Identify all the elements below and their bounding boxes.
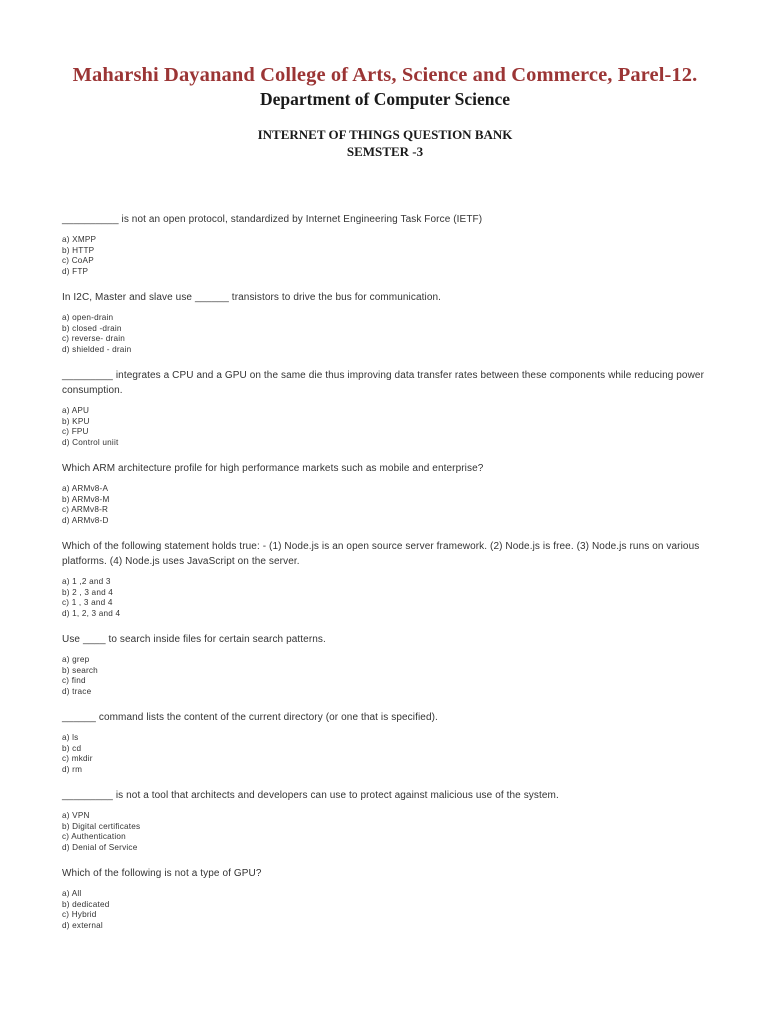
option: a) ls (62, 733, 79, 742)
option: a) All (62, 889, 82, 898)
option: b) ARMv8-M (62, 494, 110, 504)
options-list (62, 733, 712, 775)
option: c) 1 , 3 and 4 (62, 598, 113, 607)
question-list (62, 212, 712, 931)
option: c) mkdir (62, 754, 93, 763)
question-bank-heading (0, 126, 770, 160)
college-name: Maharshi Dayanand College of Arts, Science and Commerce, Parel-12. (72, 64, 698, 86)
option: b) search (62, 665, 98, 675)
options-list (62, 577, 712, 619)
question-item (62, 212, 712, 277)
question-bank-title: INTERNET OF THINGS QUESTION BANK (257, 127, 513, 142)
option: d) external (62, 920, 103, 930)
department-name: Department of Computer Science (260, 89, 510, 109)
option: a) VPN (62, 811, 90, 820)
question-text: Use ____ to search inside files for certain search patterns. (62, 634, 326, 645)
option: d) 1, 2, 3 and 4 (62, 608, 121, 618)
question-item (62, 866, 712, 931)
question-item (62, 539, 712, 619)
question-item (62, 632, 712, 697)
semester-label: SEMSTER -3 (346, 144, 424, 159)
option: b) KPU (62, 416, 90, 426)
option: b) cd (62, 743, 82, 753)
options-list (62, 655, 712, 697)
option: d) Control uniit (62, 437, 119, 447)
question-item (62, 368, 712, 448)
option: c) ARMv8-R (62, 505, 109, 514)
option: c) Authentication (62, 832, 126, 841)
question-text: ______ command lists the content of the current directory (or one that is specified). (62, 712, 438, 723)
question-text: Which of the following is not a type of GPU? (62, 868, 262, 879)
option: d) rm (62, 764, 83, 774)
option: b) HTTP (62, 245, 95, 255)
option: a) grep (62, 655, 90, 664)
option: b) dedicated (62, 899, 110, 909)
question-item (62, 461, 712, 526)
options-list (62, 889, 712, 931)
question-text: _________ integrates a CPU and a GPU on the same die thus improving data transfer rates between these components while reducing power consumption. (62, 370, 705, 396)
option: c) reverse- drain (62, 334, 126, 343)
option: a) 1 ,2 and 3 (62, 577, 111, 586)
option: c) find (62, 676, 86, 685)
options-list (62, 811, 712, 853)
option: d) Denial of Service (62, 842, 138, 852)
option: d) trace (62, 686, 92, 696)
question-item (62, 710, 712, 775)
option: d) shielded - drain (62, 344, 132, 354)
option: c) CoAP (62, 256, 94, 265)
options-list (62, 235, 712, 277)
options-list (62, 313, 712, 355)
option: b) Digital certificates (62, 821, 141, 831)
option: b) closed -drain (62, 323, 122, 333)
question-item (62, 788, 712, 853)
option: a) open-drain (62, 313, 114, 322)
question-item (62, 290, 712, 355)
option: a) APU (62, 406, 90, 415)
option: d) FTP (62, 266, 89, 276)
options-list (62, 484, 712, 526)
option: b) 2 , 3 and 4 (62, 587, 114, 597)
question-text: Which of the following statement holds true: - (1) Node.js is an open source server framework. (2) Node.js is free. (3) Node.js runs on various platforms. (4) Node.js uses JavaScript on the server. (62, 541, 700, 567)
option: d) ARMv8-D (62, 515, 109, 525)
option: a) XMPP (62, 235, 97, 244)
question-text: __________ is not an open protocol, standardized by Internet Engineering Task Force (IETF) (62, 214, 483, 225)
option: a) ARMv8-A (62, 484, 109, 493)
question-text: In I2C, Master and slave use ______ transistors to drive the bus for communication. (62, 292, 442, 303)
options-list (62, 406, 712, 448)
option: c) FPU (62, 427, 89, 436)
question-text: _________ is not a tool that architects and developers can use to protect against malicious use of the system. (62, 790, 559, 801)
question-text: Which ARM architecture profile for high performance markets such as mobile and enterprise? (62, 463, 484, 474)
option: c) Hybrid (62, 910, 97, 919)
